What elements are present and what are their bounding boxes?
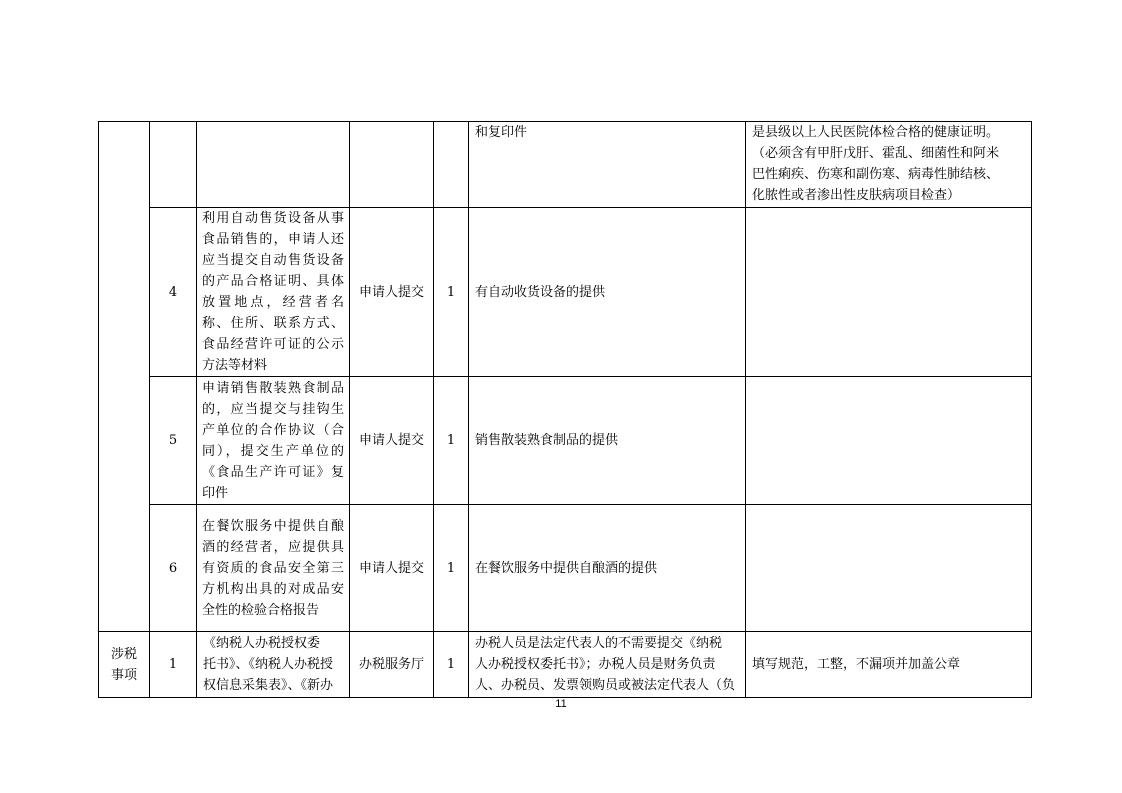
item-line: 《纳税人办税授权委 (203, 636, 321, 651)
no-cell (150, 122, 197, 208)
note-cell: 在餐饮服务中提供自酿酒的提供 (469, 505, 746, 632)
source-cell: 办税服务厅 (350, 632, 434, 698)
no-cell: 1 (150, 632, 197, 698)
table-row (99, 632, 1032, 698)
copies-cell: 1 (434, 505, 469, 632)
materials-table (98, 121, 1032, 698)
category-cell (99, 122, 150, 632)
requirement-cell (746, 505, 1032, 632)
requirement-cell (746, 208, 1032, 377)
note-text: 和复印件 (475, 125, 528, 140)
item-line: 托书》、《纳税人办税授 (203, 657, 334, 672)
table-row (99, 122, 1032, 208)
item-cell: 利用自动售货设备从事食品销售的，申请人还应当提交自动售货设备的产品合格证明、具体放置地点，经营者名称、住所、联系方式、食品经营许可证的公示方法等材料 (197, 208, 350, 377)
no-cell: 6 (150, 505, 197, 632)
copies-cell: 1 (434, 208, 469, 377)
note-line: 人办税授权委托书》；办税人员是财务负责 (475, 657, 716, 672)
source-cell: 申请人提交 (350, 505, 434, 632)
item-cell (197, 632, 350, 698)
note-line: 办税人员是法定代表人的不需要提交《纳税 (475, 636, 723, 651)
requirement-line: 化脓性或者渗出性皮肤病项目检查） (752, 188, 961, 203)
copies-cell: 1 (434, 377, 469, 505)
requirement-line: （必须含有甲肝戊肝、霍乱、细菌性和阿米 (752, 146, 1000, 161)
requirement-line: 是县级以上人民医院体检合格的健康证明。 (752, 125, 1000, 140)
note-cell: 有自动收货设备的提供 (469, 208, 746, 377)
copies-cell: 1 (434, 632, 469, 698)
source-cell: 申请人提交 (350, 208, 434, 377)
note-cell (469, 122, 746, 208)
table-row (99, 208, 1032, 377)
category-cell (99, 632, 150, 698)
requirement-cell: 填写规范，工整，不漏项并加盖公章 (746, 632, 1032, 698)
table-row (99, 377, 1032, 505)
copies-cell (434, 122, 469, 208)
item-cell (197, 122, 350, 208)
category-line: 事项 (110, 667, 137, 683)
no-cell: 4 (150, 208, 197, 377)
requirement-line: 巴性痢疾、伤寒和副伤寒、病毒性肺结核、 (752, 167, 1000, 182)
note-cell (469, 632, 746, 698)
item-cell: 申请销售散装熟食制品的，应当提交与挂钩生产单位的合作协议（合同），提交生产单位的《食品生产许可证》复印件 (197, 377, 350, 505)
item-cell: 在餐饮服务中提供自酿酒的经营者，应提供具有资质的食品安全第三方机构出具的对成品安全性的检验合格报告 (197, 505, 350, 632)
source-cell: 申请人提交 (350, 377, 434, 505)
note-cell: 销售散装熟食制品的提供 (469, 377, 746, 505)
requirement-cell (746, 377, 1032, 505)
note-line: 人、办税员、发票领购员或被法定代表人（负 (475, 678, 736, 693)
no-cell: 5 (150, 377, 197, 505)
table-row (99, 505, 1032, 632)
source-cell (350, 122, 434, 208)
category-line: 涉税 (110, 646, 137, 662)
requirement-cell (746, 122, 1032, 208)
page-number: 11 (555, 698, 567, 710)
item-line: 权信息采集表》、《新办 (203, 678, 334, 693)
